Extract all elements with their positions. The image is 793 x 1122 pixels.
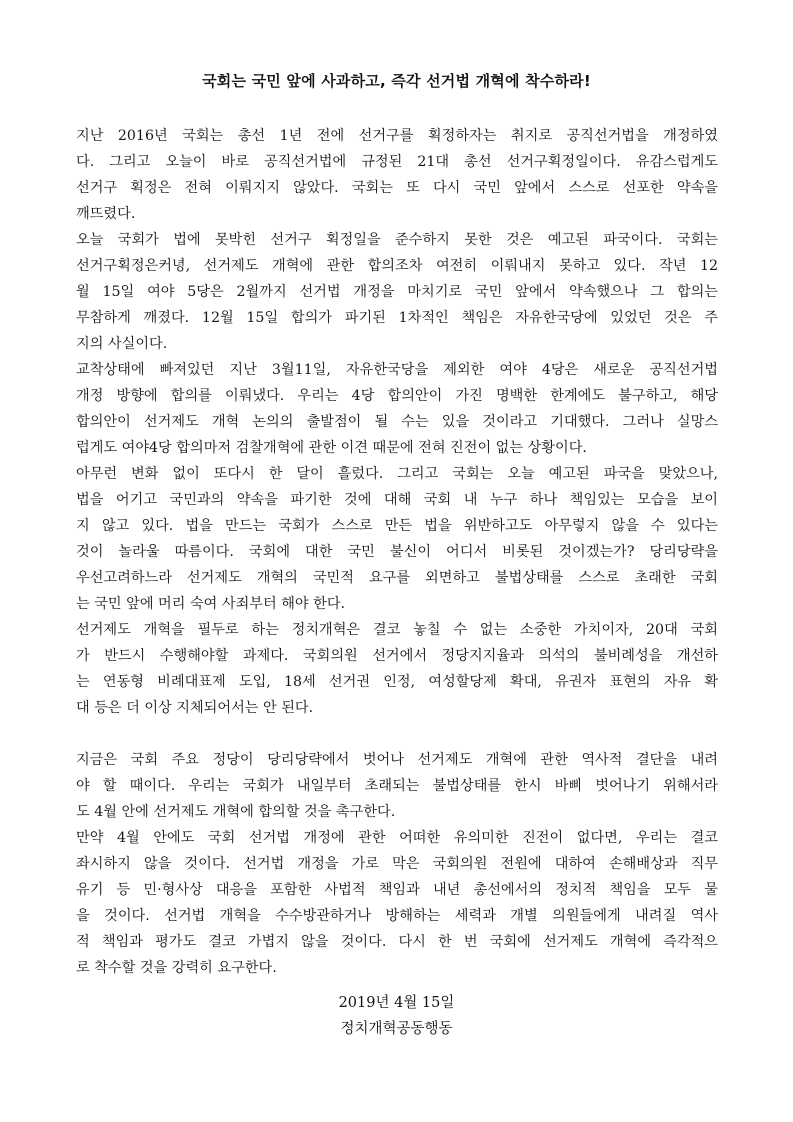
text-line: 적 책임과 평가도 결코 가볍지 않을 것이다. 다시 한 번 국회에 선거제도 개혁에 즉각적으 xyxy=(76,934,718,950)
text-line: 만약 4월 안에도 국회 선거법 개정에 관한 어떠한 유의미한 진전이 없다면, 우리는 결코 xyxy=(76,830,718,846)
document-title: 국회는 국민 앞에 사과하고, 즉각 선거법 개혁에 착수하라! xyxy=(202,72,591,90)
text-line: 아무런 변화 없이 또다시 한 달이 흘렀다. 그리고 국회는 오늘 예고된 파국을 맞았으나, xyxy=(76,466,718,482)
text-line: 법을 어기고 국민과의 약속을 파기한 것에 대해 국회 내 누구 하나 책임있는 모습을 보이 xyxy=(76,492,718,508)
text-line: 월 15일 여야 5당은 2월까지 선거법 개정을 마치기로 국민 앞에서 약속했으나 그 합의는 xyxy=(76,284,718,300)
text-line: 로 착수할 것을 강력히 요구한다. xyxy=(76,960,277,976)
text-line: 합의안이 선거제도 개혁 논의의 출발점이 될 수는 있을 것이라고 기대했다. 그러나 실망스 xyxy=(76,414,718,430)
text-line: 선거구획정은커녕, 선거제도 개혁에 관한 합의조차 여전히 이뤄내지 못하고 있다. 작년 12 xyxy=(76,258,718,274)
blank-line xyxy=(76,721,718,747)
text-line: 선거제도 개혁을 필두로 하는 정치개혁은 결코 놓칠 수 없는 소중한 가치이자, 20대 국회 xyxy=(76,622,718,638)
text-line: 럽게도 여야4당 합의마저 검찰개혁에 관한 이견 때문에 전혀 진전이 없는 상황이다. xyxy=(76,440,587,456)
text-line: 지의 사실이다. xyxy=(76,336,168,352)
text-line: 도 4월 안에 선거제도 개혁에 합의할 것을 촉구한다. xyxy=(76,804,396,820)
text-line: 선거구 획정은 전혀 이뤄지지 않았다. 국회는 또 다시 국민 앞에서 스스로 선포한 약속을 xyxy=(76,180,718,196)
document-body xyxy=(76,123,718,981)
text-line: 무참하게 깨졌다. 12월 15일 합의가 파기된 1차적인 책임은 자유한국당에 있었던 것은 주 xyxy=(76,310,718,326)
issuing-organization: 정치개혁공동행동 xyxy=(340,1021,453,1037)
text-line: 개정 방향에 합의를 이뤄냈다. 우리는 4당 합의안이 가진 명백한 한계에도 불구하고, 해당 xyxy=(76,388,718,404)
text-line: 유기 등 민·형사상 대응을 포함한 사법적 책임과 내년 총선에서의 정치적 책임을 모두 물 xyxy=(76,882,718,898)
text-line: 우선고려하느라 선거제도 개혁의 국민적 요구를 외면하고 불법상태를 스스로 초래한 국회 xyxy=(76,570,718,586)
text-line: 오늘 국회가 법에 못박힌 선거구 획정일을 준수하지 못한 것은 예고된 파국이다. 국회는 xyxy=(76,232,718,248)
text-line: 가 반드시 수행해야할 과제다. 국회의원 선거에서 정당지지율과 의석의 불비례성을 개선하 xyxy=(76,648,718,664)
document-footer xyxy=(0,990,793,1042)
text-line: 대 등은 더 이상 지체되어서는 안 된다. xyxy=(76,700,314,716)
text-line: 교착상태에 빠져있던 지난 3월11일, 자유한국당을 제외한 여야 4당은 새로운 공직선거법 xyxy=(76,362,718,378)
text-line: 야 할 때이다. 우리는 국회가 내일부터 초래되는 불법상태를 한시 바삐 벗어나기 위해서라 xyxy=(76,778,718,794)
text-line: 을 것이다. 선거법 개혁을 수수방관하거나 방해하는 세력과 개별 의원들에게 내려질 역사 xyxy=(76,908,718,924)
text-line: 지금은 국회 주요 정당이 당리당략에서 벗어나 선거제도 개혁에 관한 역사적 결단을 내려 xyxy=(76,752,718,768)
text-line: 지난 2016년 국회는 총선 1년 전에 선거구를 획정하자는 취지로 공직선거법을 개정하였 xyxy=(76,128,718,144)
text-line: 는 연동형 비례대표제 도입, 18세 선거권 인정, 여성할당제 확대, 유권자 표현의 자유 확 xyxy=(76,674,718,690)
text-line: 깨뜨렸다. xyxy=(76,206,136,222)
text-line: 는 국민 앞에 머리 숙여 사죄부터 해야 한다. xyxy=(76,596,346,612)
text-line: 것이 놀라울 따름이다. 국회에 대한 국민 불신이 어디서 비롯된 것이겠는가? 당리당략을 xyxy=(76,544,718,560)
statement-date: 2019년 4월 15일 xyxy=(338,995,455,1011)
text-line: 좌시하지 않을 것이다. 선거법 개정을 가로 막은 국회의원 전원에 대하여 손해배상과 직무 xyxy=(76,856,718,872)
text-line: 다. 그리고 오늘이 바로 공직선거법에 규정된 21대 총선 선거구획정일이다. 유감스럽게도 xyxy=(76,154,718,170)
text-line: 지 않고 있다. 법을 만드는 국회가 스스로 만든 법을 위반하고도 아무렇지 않을 수 있다는 xyxy=(76,518,718,534)
